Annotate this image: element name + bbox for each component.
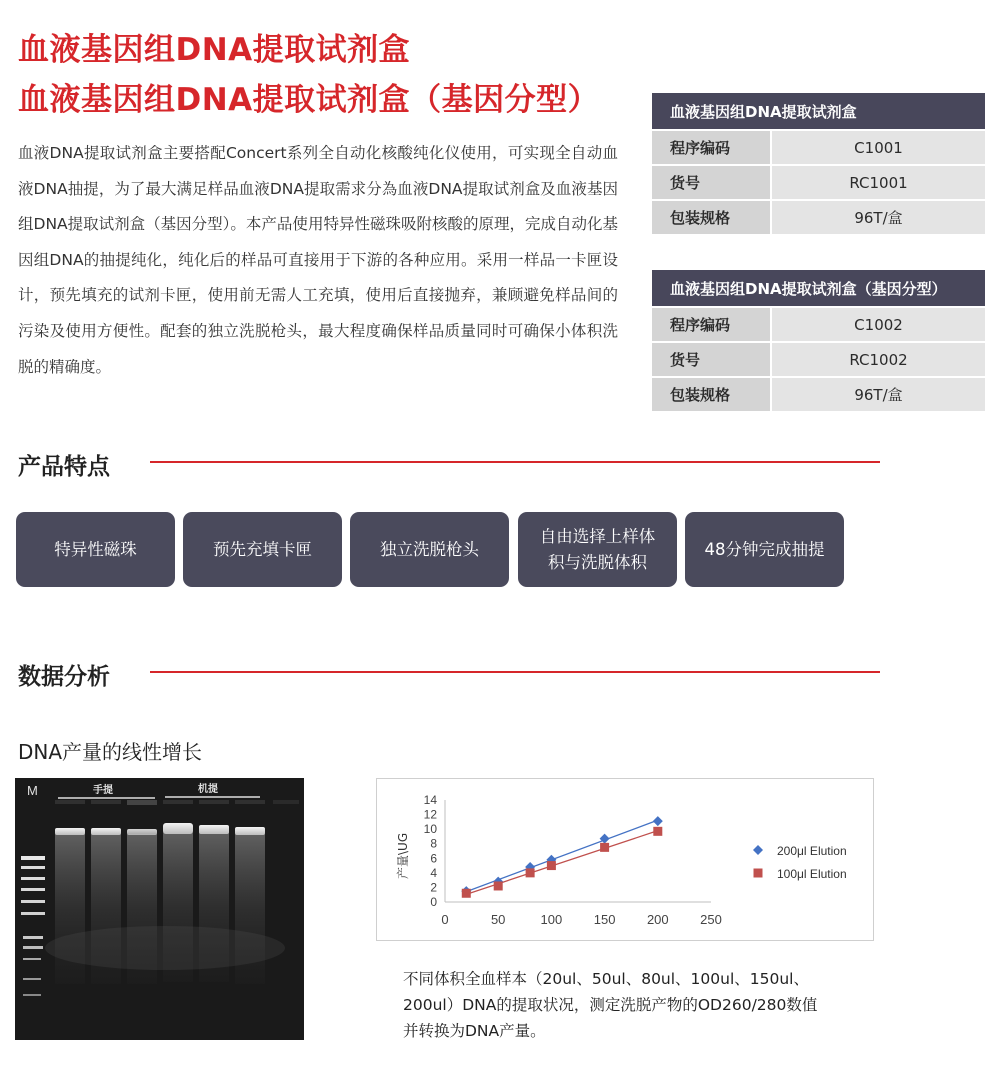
legend-label-100: 100μl Elution xyxy=(777,867,847,881)
data-point xyxy=(653,827,662,836)
yield-chart-svg xyxy=(377,779,873,940)
x-tick-label: 100 xyxy=(540,912,563,927)
y-tick-label: 12 xyxy=(423,807,437,822)
spec-row xyxy=(652,164,985,199)
gel-group1-label: 手提 xyxy=(93,785,113,796)
y-tick-label: 0 xyxy=(430,895,437,909)
spec-key: 程序编码 xyxy=(652,129,772,164)
spec-table-header: 血液基因组DNA提取试剂盒（基因分型） xyxy=(652,270,985,306)
data-point xyxy=(653,816,663,826)
intro-paragraph: 血液DNA提取试剂盒主要搭配Concert系列全自动化核酸纯化仪使用，可实现全自动血液DNA抽提，为了最大满足样品血液DNA提取需求分為血液DNA提取试剂盒及血液基因组DNA提取试剂盒（基因分型）。本产品使用特异性磁珠吸附核酸的原理，完成自动化基因组DNA的抽提纯化，纯化后的样品可直接用于下游的各种应用。采用一样品一卡匣设计，预先填充的试剂卡匣，使用前无需人工充填，使用后直接抛弃，兼顾避免样品间的污染及使用方便性。配套的独立洗脱枪头，最大程度确保样品质量同时可确保小体积洗脱的精确度。 xyxy=(18,144,618,376)
y-tick-label: 2 xyxy=(430,880,437,895)
data-point xyxy=(600,834,610,844)
gel-marker-label: M xyxy=(27,783,38,798)
y-tick-label: 8 xyxy=(430,836,437,851)
feature-card: 独立洗脱枪头 xyxy=(350,512,509,587)
chart-caption: 不同体积全血样本（20ul、50ul、80ul、100ul、150ul、200ul）DNA的提取状况，测定洗脱产物的OD260/280数值并转换为DNA产量。 xyxy=(403,970,818,1040)
spec-value: 96T/盒 xyxy=(772,199,985,234)
features-section-title: 产品特点 xyxy=(18,454,110,480)
product-title-1: 血液基因组DNA提取试剂盒 xyxy=(18,32,411,68)
yield-chart xyxy=(376,778,874,941)
spec-value: C1002 xyxy=(772,306,985,341)
data-point xyxy=(600,843,609,852)
data-point xyxy=(547,861,556,870)
y-tick-label: 10 xyxy=(423,822,437,837)
spec-row xyxy=(652,199,985,234)
spec-row xyxy=(652,376,985,411)
chart-ylabel: 产量\UG xyxy=(396,832,410,879)
spec-key: 货号 xyxy=(652,341,772,376)
x-tick-label: 150 xyxy=(593,912,616,927)
legend-marker xyxy=(753,845,763,855)
spec-value: 96T/盒 xyxy=(772,376,985,411)
x-tick-label: 200 xyxy=(646,912,669,927)
data-point xyxy=(494,881,503,890)
spec-value: RC1001 xyxy=(772,164,985,199)
spec-table-1 xyxy=(652,93,985,234)
spec-key: 程序编码 xyxy=(652,306,772,341)
section-divider xyxy=(150,671,880,673)
spec-row xyxy=(652,341,985,376)
section-divider xyxy=(150,461,880,463)
spec-row xyxy=(652,306,985,341)
legend-label-200: 200μl Elution xyxy=(777,844,847,858)
data-point xyxy=(462,889,471,898)
product-title-2: 血液基因组DNA提取试剂盒（基因分型） xyxy=(18,82,600,118)
spec-table-header: 血液基因组DNA提取试剂盒 xyxy=(652,93,985,129)
gel-electrophoresis-image xyxy=(15,778,304,1040)
data-section-title: 数据分析 xyxy=(18,664,110,690)
y-tick-label: 6 xyxy=(430,851,437,866)
x-tick-label: 50 xyxy=(490,912,506,927)
y-tick-label: 4 xyxy=(430,865,437,880)
x-tick-label: 250 xyxy=(700,912,722,927)
spec-value: RC1002 xyxy=(772,341,985,376)
x-tick-label: 0 xyxy=(441,912,449,927)
spec-key: 货号 xyxy=(652,164,772,199)
chart-subtitle: DNA产量的线性增长 xyxy=(18,740,203,764)
spec-key: 包装规格 xyxy=(652,199,772,234)
feature-card: 自由选择上样体积与洗脱体积 xyxy=(518,512,677,587)
spec-key: 包装规格 xyxy=(652,376,772,411)
spec-row xyxy=(652,129,985,164)
gel-group2-label: 机提 xyxy=(198,784,218,795)
feature-card: 48分钟完成抽提 xyxy=(685,512,844,587)
feature-card: 特异性磁珠 xyxy=(16,512,175,587)
legend-marker xyxy=(754,869,763,878)
y-tick-label: 14 xyxy=(423,793,437,807)
spec-value: C1001 xyxy=(772,129,985,164)
feature-card: 预先充填卡匣 xyxy=(183,512,342,587)
data-point xyxy=(526,868,535,877)
spec-table-2 xyxy=(652,270,985,411)
